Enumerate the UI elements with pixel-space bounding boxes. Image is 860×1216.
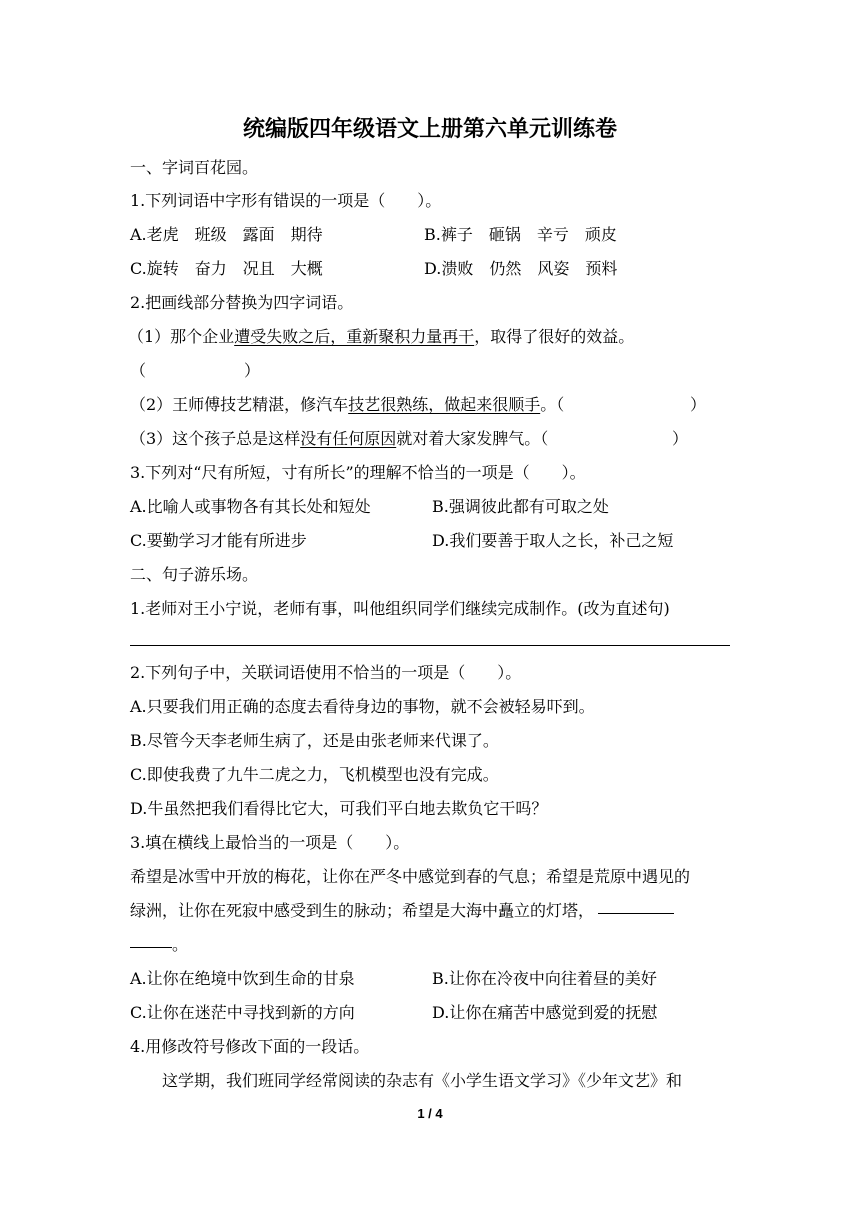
q1-2-s1-text: （1）那个企业 xyxy=(128,327,235,346)
q2-2-option-a: A.只要我们用正确的态度去看待身边的事物，就不会被轻易吓到。 xyxy=(130,697,595,716)
q1-1-option-b: B.裤子 砸锅 辛亏 顽皮 xyxy=(424,225,617,244)
q1-2-stem: 2.把画线部分替换为四字词语。 xyxy=(130,293,354,312)
q2-3-stem: 3.填在横线上最恰当的一项是（ ）。 xyxy=(130,833,410,852)
q1-2-answer-1 xyxy=(130,360,261,382)
q1-2-sentence-1 xyxy=(128,326,634,348)
q1-3-option-d: D.我们要善于取人之长，补己之短 xyxy=(432,531,674,550)
q1-2-s2-text-end: 。（ xyxy=(540,395,565,414)
section-2-heading: 二、句子游乐场。 xyxy=(130,565,259,584)
q1-2-s1-text-end: ，取得了很好的效益。 xyxy=(474,327,635,346)
q2-3-fill-blank-cont[interactable] xyxy=(130,946,172,948)
answer-paren-open: （ xyxy=(130,361,147,380)
q2-4-passage-line-1: 这学期，我们班同学经常阅读的杂志有《小学生语文学习》《少年文艺》和 xyxy=(130,1071,683,1090)
q1-1-option-d: D.溃败 仍然 风姿 预料 xyxy=(424,259,618,278)
q2-3-option-row-2 xyxy=(130,1002,658,1024)
q2-3-passage-end: 。 xyxy=(172,935,189,954)
q1-2-sentence-2 xyxy=(130,394,707,416)
q2-3-passage-line-3 xyxy=(130,934,188,956)
q1-3-option-a: A.比喻人或事物各有其长处和短处 xyxy=(130,497,371,516)
q2-2-option-d: D.牛虽然把我们看得比它大，可我们平白地去欺负它干吗？ xyxy=(130,799,548,818)
answer-paren-close: ） xyxy=(690,395,707,414)
q2-2-option-c: C.即使我费了九牛二虎之力，飞机模型也没有完成。 xyxy=(130,765,499,784)
q1-1-stem: 1.下列词语中字形有错误的一项是（ ）。 xyxy=(130,191,442,210)
q2-3-passage-line-2 xyxy=(130,900,674,922)
q2-3-passage-line-1: 希望是冰雪中开放的梅花，让你在严冬中感觉到春的气息；希望是荒原中遇见的 xyxy=(130,867,691,886)
q2-3-option-a: A.让你在绝境中饮到生命的甘泉 xyxy=(130,969,355,988)
q1-2-s3-text-end: 就对着大家发脾气。（ xyxy=(396,429,549,448)
q1-2-s2-underlined: 技艺很熟练，做起来很顺手 xyxy=(348,395,541,414)
document-title: 统编版四年级语文上册第六单元训练卷 xyxy=(242,116,617,142)
q1-1-option-row-1 xyxy=(130,224,617,246)
q2-3-option-d: D.让你在痛苦中感觉到爱的抚慰 xyxy=(432,1003,658,1022)
q1-2-s1-underlined: 遭受失败之后，重新聚积力量再干 xyxy=(234,327,475,346)
q2-1-stem: 1.老师对王小宁说，老师有事，叫他组织同学们继续完成制作。(改为直述句) xyxy=(130,599,670,618)
q2-2-stem: 2.下列句子中，关联词语使用不恰当的一项是（ ）。 xyxy=(130,663,522,682)
q1-3-option-row-1 xyxy=(130,496,609,518)
q1-1-option-c: C.旋转 奋力 况且 大概 xyxy=(130,259,323,278)
q2-3-option-row-1 xyxy=(130,968,657,990)
q2-3-option-c: C.让你在迷茫中寻找到新的方向 xyxy=(130,1003,355,1022)
answer-paren-close: ） xyxy=(672,429,689,448)
page-number: 1 / 4 xyxy=(417,1106,443,1121)
answer-paren-close: ） xyxy=(244,361,261,380)
q1-2-s3-underlined: 没有任何原因 xyxy=(300,429,397,448)
q1-2-s2-text: （2）王师傅技艺精湛，修汽车 xyxy=(130,395,349,414)
q1-3-option-b: B.强调彼此都有可取之处 xyxy=(432,497,609,516)
section-1-heading: 一、字词百花园。 xyxy=(130,158,259,177)
q1-3-stem: 3.下列对“尺有所短，寸有所长”的理解不恰当的一项是（ ）。 xyxy=(130,463,586,482)
q1-1-option-row-2 xyxy=(130,258,618,280)
q1-1-option-a: A.老虎 班级 露面 期待 xyxy=(130,225,323,244)
q2-2-option-b: B.尽管今天李老师生病了，还是由张老师来代课了。 xyxy=(130,731,499,750)
q2-3-option-b: B.让你在冷夜中向往着昼的美好 xyxy=(432,969,657,988)
q2-3-fill-blank[interactable] xyxy=(598,912,674,914)
q1-3-option-c: C.要勤学习才能有所进步 xyxy=(130,531,307,550)
q1-2-s3-text: （3）这个孩子总是这样 xyxy=(130,429,301,448)
q2-1-answer-line[interactable] xyxy=(130,645,730,646)
q2-4-stem: 4.用修改符号修改下面的一段话。 xyxy=(130,1037,370,1056)
q1-2-sentence-3 xyxy=(130,428,689,450)
q1-3-option-row-2 xyxy=(130,530,674,552)
q2-3-passage-text: 绿洲，让你在死寂中感受到生的脉动；希望是大海中矗立的灯塔， xyxy=(130,901,595,920)
